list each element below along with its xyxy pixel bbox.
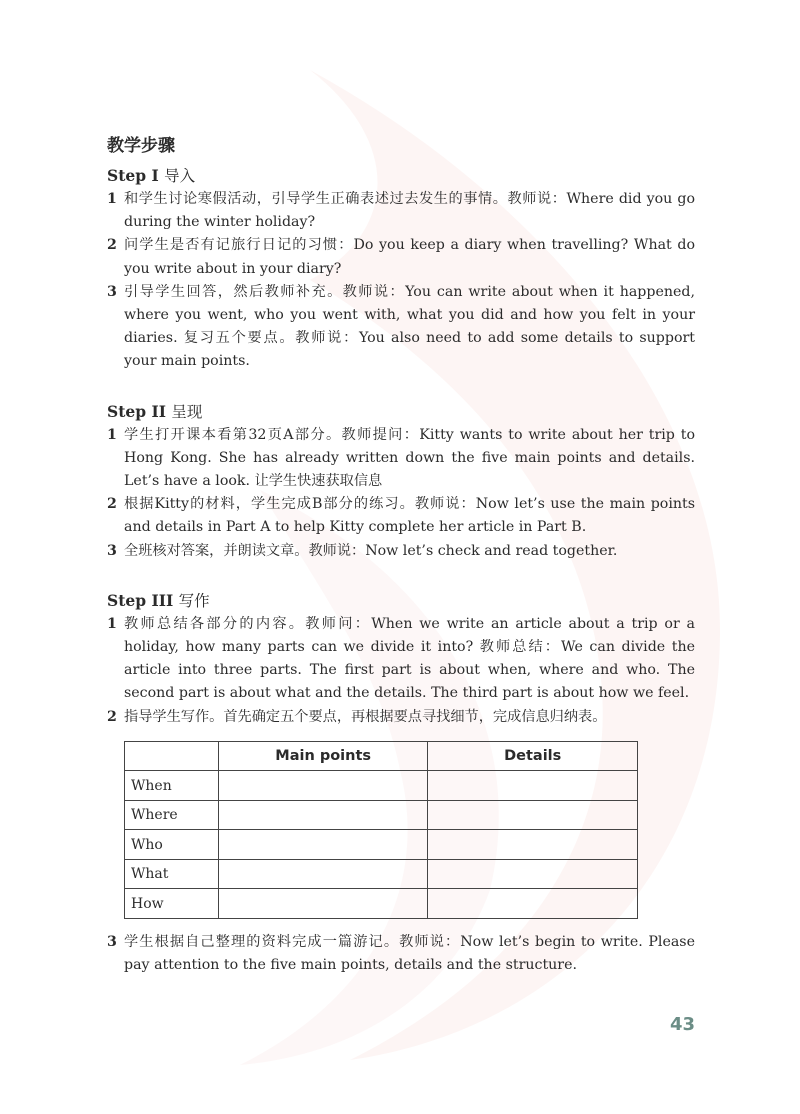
step-3-item	[107, 613, 695, 706]
item-number: 1	[107, 615, 117, 632]
step-2-heading	[107, 400, 695, 424]
main-points-cell	[218, 889, 428, 919]
table-header-main-points: Main points	[218, 741, 428, 771]
item-number: 1	[107, 426, 117, 443]
step-2-section	[107, 400, 695, 563]
details-cell	[428, 800, 638, 830]
step-3-item	[107, 931, 695, 977]
row-label: What	[125, 859, 219, 889]
row-label: When	[125, 771, 219, 801]
main-points-cell	[218, 859, 428, 889]
step-2-item	[107, 493, 695, 539]
step-3-item	[107, 706, 695, 729]
step-2-item	[107, 540, 695, 563]
item-text: 全班核对答案，并朗读文章。教师说：Now let’s check and read together.	[124, 542, 618, 559]
details-cell	[428, 830, 638, 860]
step-1-item	[107, 234, 695, 280]
main-points-cell	[218, 830, 428, 860]
item-number: 2	[107, 496, 117, 513]
table-header-details: Details	[428, 741, 638, 771]
step-2-label: Step II	[107, 401, 166, 421]
step-1-label: Step I	[107, 166, 159, 185]
table-row	[125, 800, 638, 830]
item-text: 学生根据自己整理的资料完成一篇游记。教师说：Now let’s begin to write. Please pay attention to the five main points, details and the structure.	[124, 933, 695, 974]
item-number: 1	[107, 191, 117, 207]
step-1-section	[107, 164, 695, 374]
row-label: Who	[125, 830, 219, 860]
table-row	[125, 830, 638, 860]
table-row	[125, 771, 638, 801]
step-1-label-cn: 导入	[164, 167, 196, 185]
step-1-item	[107, 281, 695, 374]
item-text: 学生打开课本看第32页A部分。教师提问：Kitty wants to write about her trip to Hong Kong. She has already written down the five main points and details. Let’s have a look. 让学生快速获取信息	[124, 426, 695, 490]
table-header-row	[125, 741, 638, 771]
lesson-content	[107, 134, 695, 977]
row-label: How	[125, 889, 219, 919]
item-number: 2	[107, 237, 117, 254]
step-3-label: Step III	[107, 590, 174, 610]
item-number: 3	[107, 542, 117, 559]
item-number: 3	[107, 933, 117, 950]
item-text: 根据Kitty的材料，学生完成B部分的练习。教师说：Now let’s use the main points and details in Part A to help Kitty complete her article in Part B.	[124, 496, 695, 536]
item-text: 教师总结各部分的内容。教师问：When we write an article about a trip or a holiday, how many parts can we divide it into? 教师总结：We can divide the article into three parts. The first part is about when, where and who. The second part is about what and the details. The third part is about how we feel.	[124, 615, 695, 702]
item-text: 和学生讨论寒假活动，引导学生正确表述过去发生的事情。教师说：Where did you go during the winter holiday?	[124, 191, 695, 231]
step-1-item	[107, 188, 695, 234]
step-1-heading	[107, 164, 695, 188]
information-table	[124, 741, 638, 919]
main-points-cell	[218, 771, 428, 801]
step-3-label-cn: 写作	[178, 591, 210, 610]
item-number: 2	[107, 708, 117, 725]
item-number: 3	[107, 283, 117, 300]
item-text: 指导学生写作。首先确定五个要点，再根据要点寻找细节，完成信息归纳表。	[124, 708, 607, 725]
page-title: 教学步骤	[107, 136, 175, 156]
details-cell	[428, 889, 638, 919]
page-number: 43	[670, 1014, 696, 1035]
step-3-section	[107, 589, 695, 977]
main-points-cell	[218, 800, 428, 830]
details-cell	[428, 771, 638, 801]
details-cell	[428, 859, 638, 889]
table-header-blank	[125, 741, 219, 771]
item-text: 引导学生回答，然后教师补充。教师说：You can write about when it happened, where you went, who you went with, what you did and how you felt in your diaries. 复习五个要点。教师说：You also need to add some details to support your main points.	[124, 283, 695, 370]
step-2-item	[107, 424, 695, 494]
step-3-heading	[107, 589, 695, 613]
table-row	[125, 889, 638, 919]
table-row	[125, 859, 638, 889]
item-text: 问学生是否有记旅行日记的习惯：Do you keep a diary when travelling? What do you write about in your diary?	[124, 237, 695, 277]
row-label: Where	[125, 800, 219, 830]
step-2-label-cn: 呈现	[171, 402, 203, 421]
